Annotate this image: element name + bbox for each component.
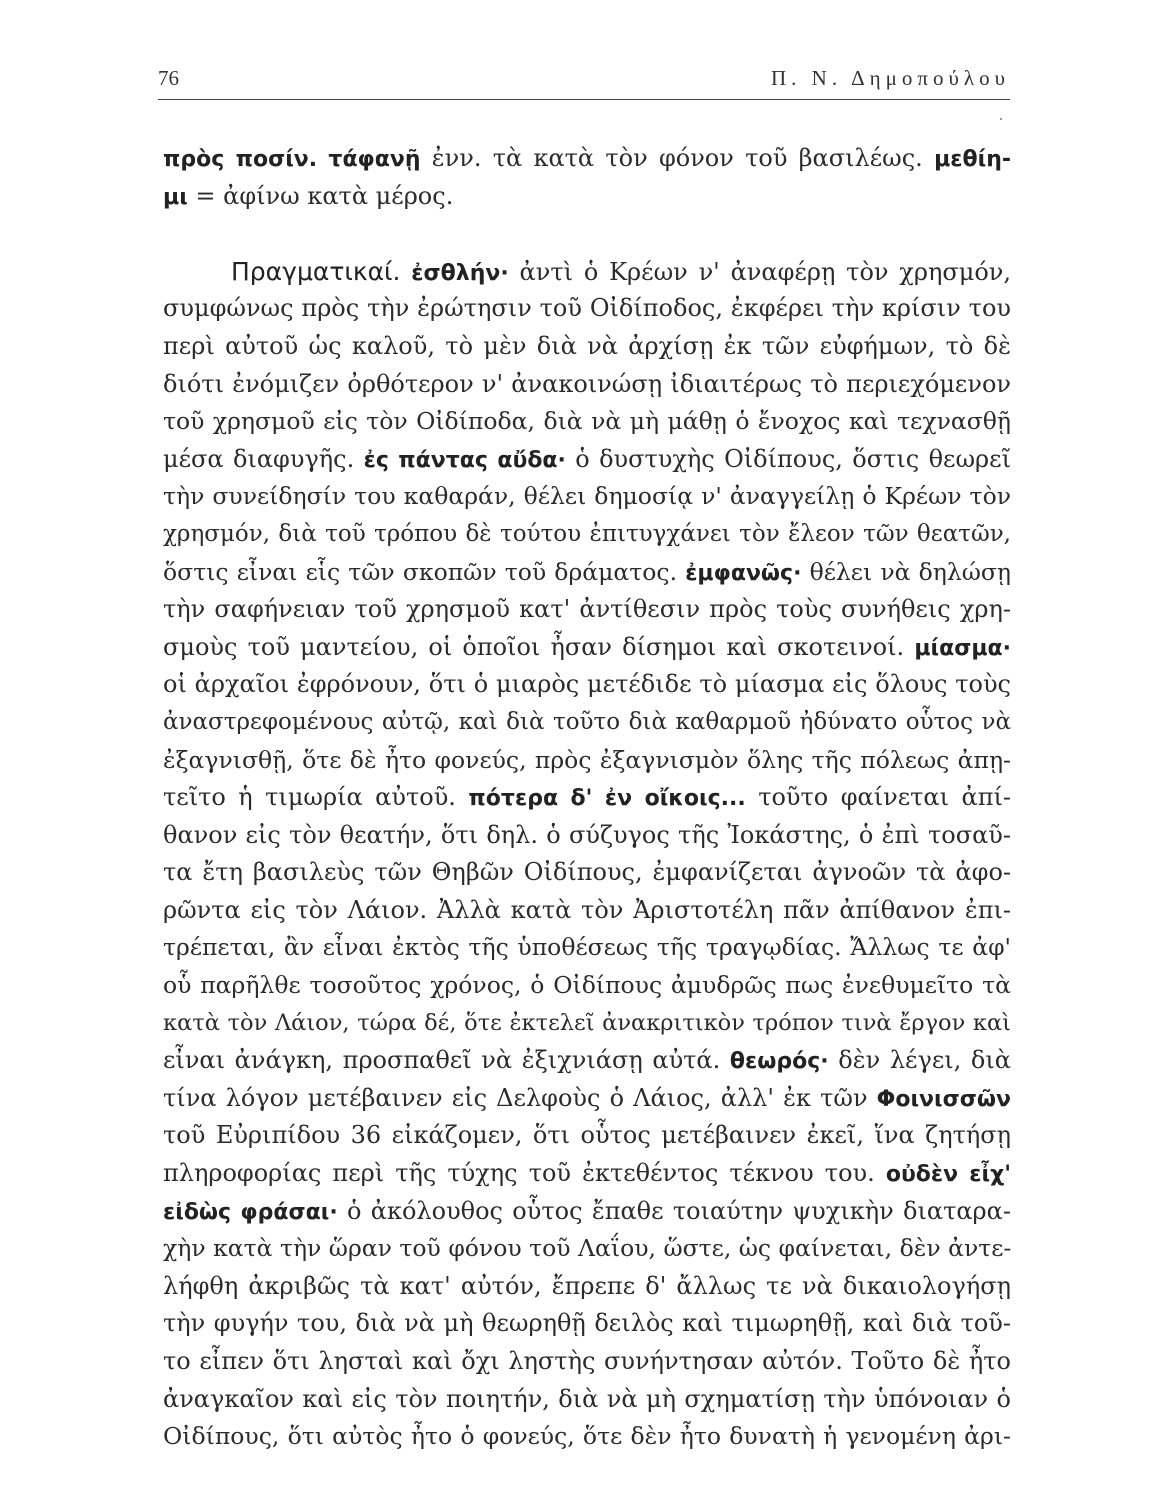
body-text xyxy=(163,140,1012,1451)
text-line: χρησμόν, διὰ τοῦ τρόπου δὲ τούτου ἐπιτυγχάνει τὸν ἔλεον τῶν θεατῶν, xyxy=(163,520,1011,547)
text-line: τὴν φυγήν του, διὰ νὰ μὴ θεωρηθῇ δειλὸς καὶ τιμωρηθῇ, καὶ διὰ τοῦ- xyxy=(163,1309,1011,1338)
text-line: χὴν κατὰ τὴν ὥραν τοῦ φόνου τοῦ Λαΐου, ὥστε, ὡς φαίνεται, δὲν ἀντε- xyxy=(163,1234,1012,1263)
text-line: ρῶντα εἰς τὸν Λάιον. Ἀλλὰ κατὰ τὸν Ἀριστοτέλη πᾶν ἀπίθανον ἐπι- xyxy=(163,895,1011,924)
text-line: ἀναστρεφομένους αὐτῷ, καὶ διὰ τοῦτο διὰ καθαρμοῦ ἠδύνατο οὗτος νὰ xyxy=(163,708,1011,735)
text-line: τοῦ Εὐριπίδου 36 εἰκάζομεν, ὅτι οὗτος μετέβαινεν ἐκεῖ, ἵνα ζητήσῃ xyxy=(163,1121,1011,1150)
running-head: Π. Ν. Δημοπούλου xyxy=(771,66,1010,90)
text-line: κατὰ τὸν Λάιον, τώρα δέ, ὅτε ἐκτελεῖ ἀνακριτικὸν τρόπον τινὰ ἔργον καὶ xyxy=(163,1009,1011,1036)
text-line: θανον εἰς τὸν θεατήν, ὅτι δηλ. ὁ σύζυγος τῆς Ἰοκάστης, ὁ ἐπὶ τοσαῦ- xyxy=(163,820,1011,849)
text-line: εἶναι ἀνάγκη, προσπαθεῖ νὰ ἐξιχνιάσῃ αὐτά. θεωρός· δὲν λέγει, διὰ xyxy=(163,1046,1011,1075)
text-line: τὴν συνείδησίν του καθαράν, θέλει δημοσίᾳ ν' ἀναγγείλῃ ὁ Κρέων τὸν xyxy=(163,482,1011,511)
text-line: τοῦ χρησμοῦ εἰς τὸν Οἰδίποδα, διὰ νὰ μὴ μάθῃ ὁ ἔνοχος καὶ τεχνασθῇ xyxy=(163,407,1011,436)
text-line: το εἶπεν ὅτι λησταὶ καὶ ὄχι ληστὴς συνήντησαν αὐτόν. Τοῦτο δὲ ἦτο xyxy=(163,1347,1011,1375)
text-line: πρὸς ποσίν. τάφανῇ ἐνν. τὰ κατὰ τὸν φόνον τοῦ βασιλέως. μεθίη- xyxy=(163,144,1011,172)
text-line: συμφώνως πρὸς τὴν ἐρώτησιν τοῦ Οἰδίποδος, ἐκφέρει τὴν κρίσιν του xyxy=(163,294,1011,323)
text-line: διότι ἐνόμιζεν ὀρθότερον ν' ἀνακοινώσῃ ἰδιαιτέρως τὸ περιεχόμενον xyxy=(163,369,1011,398)
text-line: τρέπεται, ἂν εἶναι ἐκτὸς τῆς ὑποθέσεως τῆς τραγῳδίας. Ἄλλως τε ἀφ' xyxy=(163,933,1011,962)
text-line: λήφθη ἀκριβῶς τὰ κατ' αὐτόν, ἔπρεπε δ' ἄλλως τε νὰ δικαιολογήσῃ xyxy=(163,1271,1011,1300)
pencil-mark xyxy=(1000,118,1002,120)
text-line: Οἰδίπους, ὅτι αὐτὸς ἦτο ὁ φονεύς, ὅτε δὲν ἦτο δυνατὴ ἡ γενομένη ἀρι- xyxy=(163,1422,1011,1451)
header-rule xyxy=(158,99,1010,100)
text-line: εἰδὼς φράσαι· ὁ ἀκόλουθος οὗτος ἔπαθε τοιαύτην ψυχικὴν διαταρα- xyxy=(163,1196,1011,1225)
text-line: σμοὺς τοῦ μαντείου, οἱ ὁποῖοι ἦσαν δίσημοι καὶ σκοτεινοί. μίασμα· xyxy=(163,632,1011,661)
text-line: τίνα λόγον μετέβαινεν εἰς Δελφοὺς ὁ Λάιος, ἀλλ' ἐκ τῶν Φοινισσῶν xyxy=(163,1083,1011,1112)
text-line: μέσα διαφυγῆς. ἐς πάντας αὔδα· ὁ δυστυχὴς Οἰδίπους, ὅστις θεωρεῖ xyxy=(163,444,1012,473)
page-header xyxy=(158,66,1010,100)
text-line: τεῖτο ἡ τιμωρία αὐτοῦ. πότερα δ' ἐν οἴκοις... τοῦτο φαίνεται ἀπί- xyxy=(163,783,1011,812)
text-line: ἀναγκαῖον καὶ εἰς τὸν ποιητήν, διὰ νὰ μὴ σχηματίσῃ τὴν ὑπόνοιαν ὁ xyxy=(163,1384,1011,1413)
paragraph-gap xyxy=(163,215,1011,253)
text-line: οἱ ἀρχαῖοι ἐφρόνουν, ὅτι ὁ μιαρὸς μετέδιδε τὸ μίασμα εἰς ὅλους τοὺς xyxy=(163,670,1011,699)
text-line: πληροφορίας περὶ τῆς τύχης τοῦ ἐκτεθέντος τέκνου του. οὐδὲν εἶχ' xyxy=(163,1159,1011,1188)
text-line: ἐξαγνισθῇ, ὅτε δὲ ἦτο φονεύς, πρὸς ἐξαγνισμὸν ὅλης τῆς πόλεως ἀπῃ- xyxy=(163,745,1011,774)
text-line: μι = ἀφίνω κατὰ μέρος. xyxy=(163,181,454,210)
section-heading: Πραγματικαί. xyxy=(231,256,401,286)
text-line: περὶ αὐτοῦ ὡς καλοῦ, τὸ μὲν διὰ νὰ ἀρχίσῃ ἐκ τῶν εὐφήμων, τὸ δὲ xyxy=(163,331,1011,360)
text-line: οὗ παρῆλθε τοσοῦτος χρόνος, ὁ Οἰδίπους ἀμυδρῶς πως ἐνεθυμεῖτο τὰ xyxy=(163,971,1011,1000)
text-line: Πραγματικαί. ἐσθλήν· ἀντὶ ὁ Κρέων ν' ἀναφέρῃ τὸν χρησμόν, xyxy=(231,256,1011,286)
page-number: 76 xyxy=(158,66,179,90)
text-line: τὴν σαφήνειαν τοῦ χρησμοῦ κατ' ἀντίθεσιν πρὸς τοὺς συνήθεις χρη- xyxy=(163,595,1011,624)
text-line: ὅστις εἶναι εἷς τῶν σκοπῶν τοῦ δράματος. ἐμφανῶς· θέλει νὰ δηλώσῃ xyxy=(163,557,1012,586)
text-line: τα ἔτη βασιλεὺς τῶν Θηβῶν Οἰδίπους, ἐμφανίζεται ἀγνοῶν τὰ ἀφο- xyxy=(163,858,1011,887)
